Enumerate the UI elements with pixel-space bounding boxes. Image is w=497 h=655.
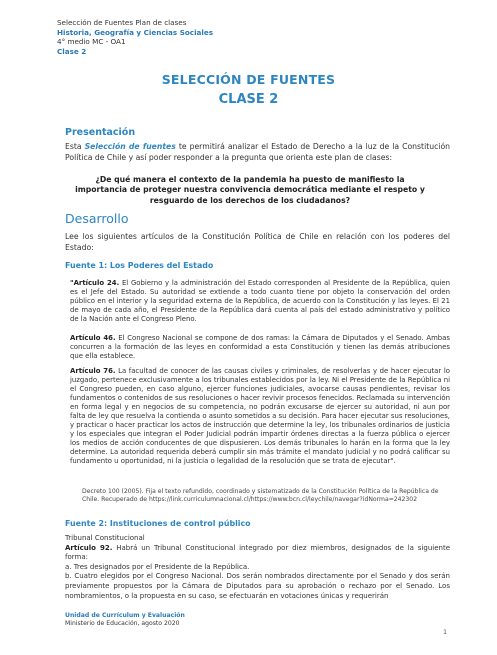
document-subtitle: CLASE 2 — [218, 92, 279, 107]
article-24 — [70, 279, 450, 324]
presentacion-emphasis: Selección de fuentes — [84, 142, 176, 151]
presentacion-heading: Presentación — [65, 127, 136, 138]
article-46-label: Artículo 46. — [70, 334, 116, 342]
presentacion-text-after: te permitirá analizar el Estado de Derecho a la luz de la Constitución Política de Chile y así poder responder a la pregunta que orienta este plan de clases: — [65, 142, 451, 162]
footer-ministry: Ministerio de Educación, agosto 2020 — [65, 619, 180, 627]
header-plan-title: Selección de Fuentes Plan de clases — [57, 18, 187, 27]
article-24-label: "Artículo 24. — [70, 279, 120, 287]
page-footer — [65, 612, 185, 628]
fuente2-body — [65, 534, 450, 601]
header-subject: Historia, Geografía y Ciencias Sociales — [57, 27, 213, 37]
presentacion-text — [65, 142, 450, 163]
fuente1-reference: Decreto 100 (2005). Fija el texto refundido, coordinado y sistematizado de la Constitución Política de la República de Chile. Recuperado de https://link.curriculumnacional.cl/https://www.bcn.cl/leychile/navegar?idNorma=242302 — [82, 488, 439, 504]
article-92-text: Habrá un Tribunal Constitucional integrado por diez miembros, designados de la siguiente forma: — [65, 543, 450, 562]
article-76 — [70, 367, 450, 466]
desarrollo-heading: Desarrollo — [65, 211, 129, 226]
footer-unit: Unidad de Currículum y Evaluación — [65, 612, 185, 619]
header-class: Clase 2 — [57, 46, 87, 56]
presentacion-text-before: Esta — [65, 142, 85, 151]
article-46 — [70, 334, 450, 361]
desarrollo-intro: Lee los siguientes artículos de la Constitución Política de Chile en relación con los poderes del Estado: — [65, 232, 450, 252]
page-header — [57, 18, 213, 56]
fuente1-heading: Fuente 1: Los Poderes del Estado — [65, 261, 214, 270]
header-level: 4° medio MC - OA1 — [57, 37, 126, 47]
article-92 — [65, 544, 450, 563]
tribunal-constitucional-label: Tribunal Constitucional — [65, 534, 145, 542]
article-24-text: El Gobierno y la administración del Estado corresponden al Presidente de la República, quien es el Jefe del Estado. Su autoridad se extiende a todo cuanto tiene por objeto la conservación del orden público en el interior y la seguridad externa de la República, de acuerdo con la Constitución y las leyes. El 21 de mayo de cada año, el Presidente de la República dará cuenta al país del estado administrativo y político de la Nación ante el Congreso Pleno. — [70, 279, 450, 323]
article-92-label: Artículo 92. — [65, 543, 113, 552]
document-title: SELECCIÓN DE FUENTES — [161, 72, 336, 87]
page-number: 1 — [443, 628, 448, 636]
article-46-text: El Congreso Nacional se compone de dos ramas: la Cámara de Diputados y el Senado. Ambas concurren a la formación de las leyes en conformidad a esta Constitución y tienen las demás atribuciones que ella establece. — [70, 334, 450, 360]
fuente2-heading: Fuente 2: Instituciones de control público — [65, 519, 251, 528]
article-92-item-b: b. Cuatro elegidos por el Congreso Nacional. Dos serán nombrados directamente por el Senado y dos serán previamente propuestos por la Cámara de Diputados para su aprobación o rechazo por el Senado. Los nombramientos, o la propuesta en su caso, se efectuarán en votaciones únicas y requerirán — [65, 572, 450, 600]
article-92-item-a: a. Tres designados por el Presidente de la República. — [65, 562, 250, 571]
article-76-label: Artículo 76. — [70, 367, 116, 375]
guiding-question: ¿De qué manera el contexto de la pandemia ha puesto de manifiesto la importancia de proteger nuestra convivencia democrática mediante el respeto y resguardo de los derechos de los ciudadanos? — [75, 175, 425, 205]
article-76-text: La facultad de conocer de las causas civiles y criminales, de resolverlas y de hacer ejecutar lo juzgado, pertenece exclusivamente a los tribunales establecidos por la ley. Ni el Presidente de la República ni el Congreso pueden, en caso alguno, ejercer funciones judiciales, avocarse causas pendientes, revisar los fundamentos o contenidos de sus resoluciones o hacer revivir procesos fenecidos. Reclamada su intervención en forma legal y en negocios de su competencia, no podrán excusarse de ejercer su autoridad, ni aun por falta de ley que resuelva la contienda o asunto sometidos a su decisión. Para hacer ejecutar sus resoluciones, y practicar o hacer practicar los actos de instrucción que determine la ley, los tribunales ordinarios de justicia y los especiales que integran el Poder Judicial podrán impartir órdenes directas a la fuerza pública o ejercer los medios de acción conducentes de que dispusieren. Los demás tribunales lo harán en la forma que la ley determine. La autoridad requerida deberá cumplir sin más trámite el mandato judicial y no podrá calificar su fundamento u oportunidad, ni la justicia o legalidad de la resolución que se trata de ejecutar". — [70, 367, 450, 465]
